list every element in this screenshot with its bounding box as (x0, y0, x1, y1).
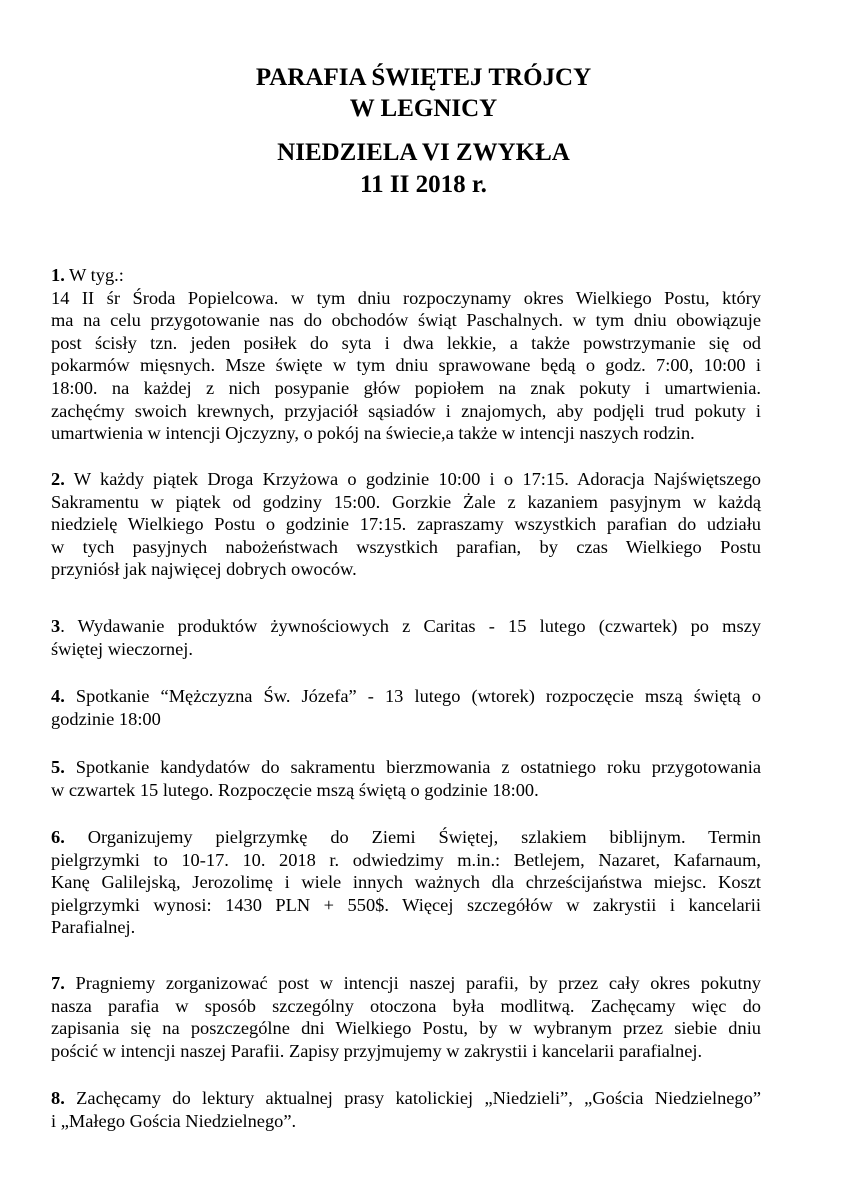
notice-number: 7. (51, 973, 65, 993)
notice-8 (51, 1087, 761, 1132)
notice-line: Sakramentu w piątek od godziny 15:00. Gorzkie Żale z kazaniem pasyjnym w każdą (51, 491, 761, 512)
notice-5 (51, 756, 761, 801)
notice-6 (51, 826, 761, 939)
notice-7 (51, 972, 761, 1062)
notice-line: w czwartek 15 lutego. Rozpoczęcie mszą świętą o godzinie 18:00. (51, 779, 539, 800)
notice-line: i „Małego Gościa Niedzielnego”. (51, 1110, 297, 1131)
notice-line (51, 264, 761, 287)
parish-city: W LEGNICY (349, 95, 498, 122)
notice-text: W każdy piątek Droga Krzyżowa o godzinie 10:00 i o 17:15. Adoracja Najświętszego (64, 469, 761, 489)
parish-name: PARAFIA ŚWIĘTEJ TRÓJCY (255, 64, 592, 91)
bulletin-date: 11 II 2018 r. (360, 171, 487, 198)
notice-line: pielgrzymki wynosi: 1430 PLN + 550$. Więcej szczegółów w zakrystii i kancelarii (51, 894, 761, 915)
notice-line: Parafialnej. (51, 917, 136, 938)
notice-line: w tych pasyjnych nabożeństwach wszystkich parafian, by czas Wielkiego Postu (51, 536, 761, 557)
notice-number: 6. (51, 827, 65, 847)
notice-line: pościć w intencji naszej Parafii. Zapisy przyjmujemy w zakrystii i kancelarii parafialnej. (51, 1040, 703, 1061)
notice-line (51, 972, 761, 995)
notice-number: 3 (51, 616, 61, 636)
notice-line (51, 1087, 761, 1110)
notice-text: Organizujemy pielgrzymkę do Ziemi Świętej, szlakiem biblijnym. Termin (64, 827, 761, 847)
notice-line (51, 615, 761, 638)
notice-3 (51, 615, 761, 660)
notice-line: zachęćmy swoich krewnych, przyjaciół sąsiadów i znajomych, aby podjęli trud pokuty i (51, 400, 761, 421)
notice-line: ma na celu przygotowanie nas do obchodów świąt Paschalnych. w tym dniu obowiązuje (51, 310, 761, 331)
notice-line (51, 685, 761, 708)
notice-line: umartwienia w intencji Ojczyzny, o pokój na świecie,a także w intencji naszych rodzin. (51, 423, 695, 444)
notice-number: 4. (51, 686, 65, 706)
notice-line: zapisania się na poszczególne dni Wielkiego Postu, by w wybranym przez siebie dniu (51, 1018, 761, 1039)
notice-2 (51, 468, 761, 581)
notice-text: Spotkanie kandydatów do sakramentu bierzmowania z ostatniego roku przygotowania (64, 757, 761, 777)
notice-1 (51, 264, 761, 445)
notice-text: . Wydawanie produktów żywnościowych z Caritas - 15 lutego (czwartek) po mszy (60, 616, 761, 636)
notice-text: W tyg.: (64, 265, 124, 285)
notice-line: 14 II śr Środa Popielcowa. w tym dniu rozpoczynamy okres Wielkiego Postu, który (51, 287, 761, 308)
notice-4 (51, 685, 761, 730)
notice-line (51, 468, 761, 491)
notice-line (51, 756, 761, 779)
notice-number: 1. (51, 265, 65, 285)
notice-line: 18:00. na każdej z nich posypanie głów popiołem na znak pokuty i umartwienia. (51, 377, 761, 398)
notice-line: Kanę Galilejską, Jerozolimę i wiele innych ważnych dla chrześcijaństwa miejsc. Koszt (51, 872, 761, 893)
notice-line: post ścisły tzn. jeden posiłek do syta i dwa lekkie, a także powstrzymanie się od (51, 332, 761, 353)
notice-line (51, 826, 761, 849)
notice-line: świętej wieczornej. (51, 638, 193, 659)
notice-line: nasza parafia w sposób szczególny otoczona była modlitwą. Zachęcamy więc do (51, 995, 761, 1016)
notice-line: przyniósł jak najwięcej dobrych owoców. (51, 559, 357, 580)
liturgical-sunday: NIEDZIELA VI ZWYKŁA (277, 139, 570, 166)
notice-text: Spotkanie “Mężczyzna Św. Józefa” - 13 lutego (wtorek) rozpoczęcie mszą świętą o (64, 686, 761, 706)
notice-line: godzinie 18:00 (51, 708, 161, 729)
notice-number: 8. (51, 1088, 65, 1108)
notice-line: pokarmów mięsnych. Msze święte w tym dniu sprawowane będą o godz. 7:00, 10:00 i (51, 355, 761, 376)
notice-text: Pragniemy zorganizować post w intencji naszej parafii, by przez cały okres pokutny (64, 973, 761, 993)
notice-number: 2. (51, 469, 65, 489)
notice-text: Zachęcamy do lektury aktualnej prasy katolickiej „Niedzieli”, „Gościa Niedzielnego” (64, 1088, 761, 1108)
notice-number: 5. (51, 757, 65, 777)
notice-line: niedzielę Wielkiego Postu o godzinie 17:15. zapraszamy wszystkich parafian do udziału (51, 514, 761, 535)
notice-line: pielgrzymki to 10-17. 10. 2018 r. odwiedzimy m.in.: Betlejem, Nazaret, Kafarnaum, (51, 849, 761, 870)
